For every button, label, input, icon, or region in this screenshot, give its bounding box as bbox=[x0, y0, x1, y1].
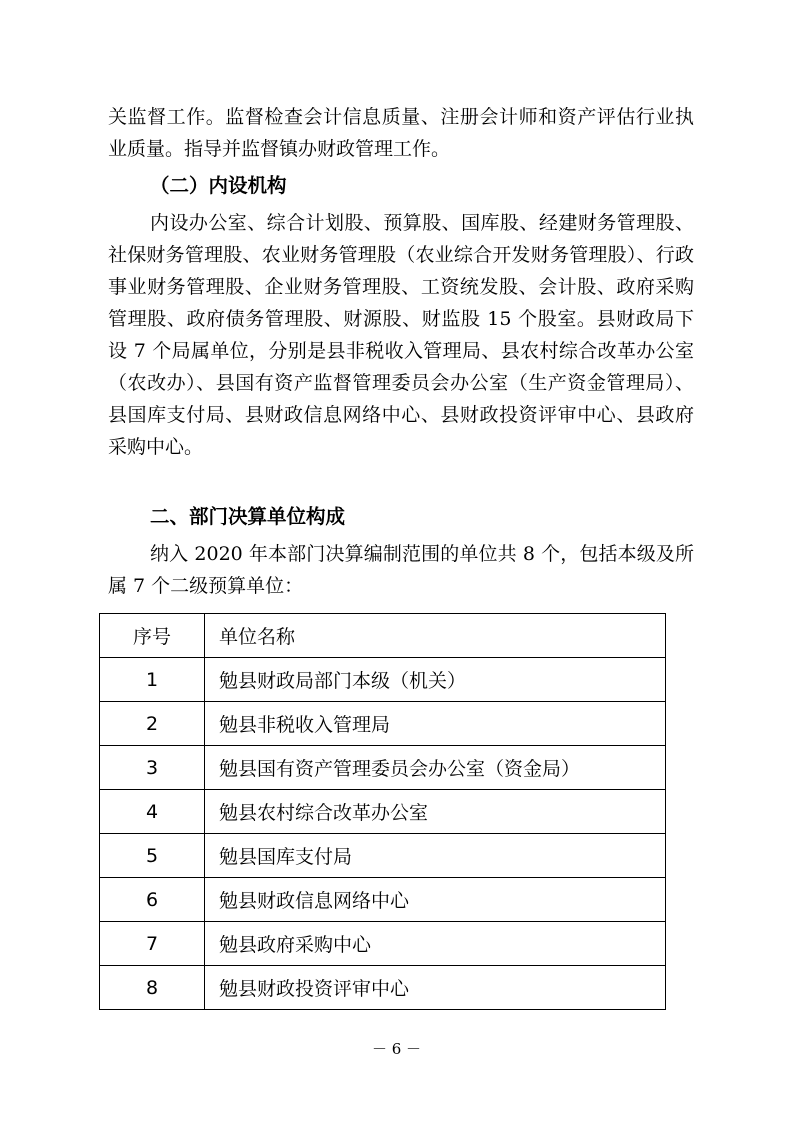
column-header-unit-name: 单位名称 bbox=[205, 614, 666, 658]
table-row bbox=[100, 746, 666, 790]
row-number: 7 bbox=[100, 922, 205, 966]
table-row bbox=[100, 658, 666, 702]
row-unit-name: 勉县政府采购中心 bbox=[205, 922, 666, 966]
table-row bbox=[100, 702, 666, 746]
row-number: 4 bbox=[100, 790, 205, 834]
row-unit-name: 勉县财政投资评审中心 bbox=[205, 966, 666, 1010]
row-unit-name: 勉县国库支付局 bbox=[205, 834, 666, 878]
row-number: 1 bbox=[100, 658, 205, 702]
table-row bbox=[100, 878, 666, 922]
row-number: 3 bbox=[100, 746, 205, 790]
section-heading-unit-composition: 二、部门决算单位构成 bbox=[150, 505, 346, 528]
page-number: － 6 － bbox=[371, 1040, 422, 1058]
section-heading-internal-structure: （二）内设机构 bbox=[150, 174, 287, 197]
paragraph-duties-continued: 关监督工作。监督检查会计信息质量、注册会计师和资产评估行业执业质量。指导并监督镇办财政管理工作。 bbox=[108, 106, 694, 160]
unit-table bbox=[99, 613, 666, 1010]
row-unit-name: 勉县财政信息网络中心 bbox=[205, 878, 666, 922]
table-row bbox=[100, 922, 666, 966]
paragraph-unit-composition: 纳入 2020 年本部门决算编制范围的单位共 8 个，包括本级及所属 7 个二级预算单位： bbox=[108, 543, 694, 597]
row-number: 2 bbox=[100, 702, 205, 746]
table-row bbox=[100, 790, 666, 834]
row-unit-name: 勉县非税收入管理局 bbox=[205, 702, 666, 746]
row-number: 6 bbox=[100, 878, 205, 922]
row-unit-name: 勉县财政局部门本级（机关） bbox=[205, 658, 666, 702]
row-unit-name: 勉县农村综合改革办公室 bbox=[205, 790, 666, 834]
row-number: 8 bbox=[100, 966, 205, 1010]
table-row bbox=[100, 834, 666, 878]
table-row bbox=[100, 966, 666, 1010]
row-number: 5 bbox=[100, 834, 205, 878]
column-header-number: 序号 bbox=[100, 614, 205, 658]
paragraph-internal-structure: 内设办公室、综合计划股、预算股、国库股、经建财务管理股、社保财务管理股、农业财务管理股（农业综合开发财务管理股）、行政事业财务管理股、企业财务管理股、工资统发股、会计股、政府采购管理股、政府债务管理股、财源股、财监股 15 个股室。县财政局下设 7 个局属单位，分别是县非税收入管理局、县农村综合改革办公室（农改办）、县国有资产监督管理委员会办公室（生产资金管理局）、县国库支付局、县财政信息网络中心、县财政投资评审中心、县政府采购中心。 bbox=[108, 212, 694, 458]
row-unit-name: 勉县国有资产管理委员会办公室（资金局） bbox=[205, 746, 666, 790]
table-header-row bbox=[100, 614, 666, 658]
